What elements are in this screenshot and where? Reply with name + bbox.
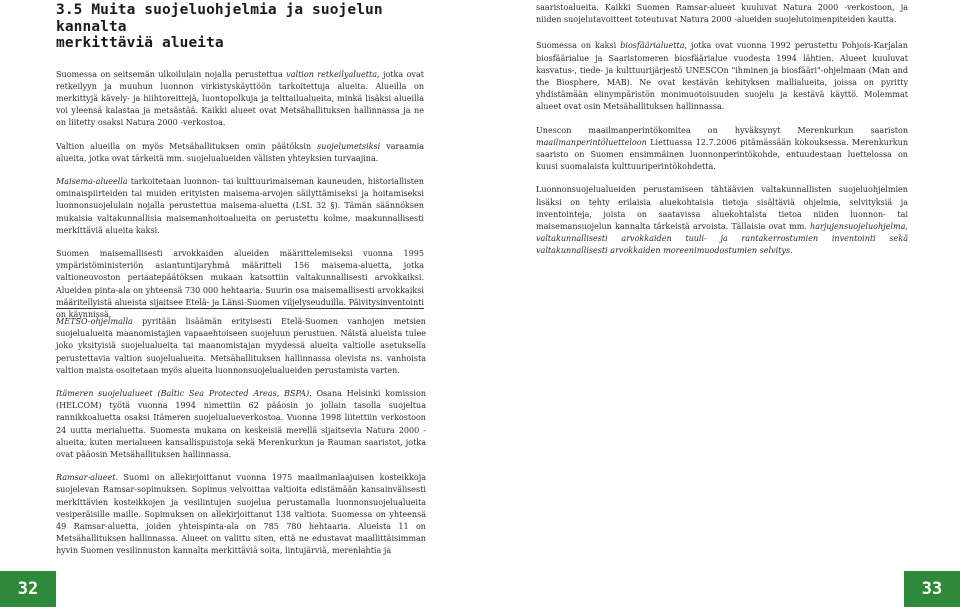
- paragraph-ramsar: Ramsar-alueet. Suomi on allekirjoittanut vuonna 1975 maailmanlaajuisen kosteikkoja suojelevan Ramsar-sopimuksen. Sopimus velvoittaa valtioita edistämään kansainvälisesti merkittävien kosteikkojen ja vesilintujen suojelua perustamalla luonnonsuojelualueita vesiperäisille maille. Sopimuksen on allekirjoittanut 138 valtiota. Suomessa on yhteensä 49 Ramsar-aluetta, joiden yhteispinta-ala on 785 780 hehtaaria. Alueista 11 on Metsähallituksen hallinnassa. Alueet on valittu siten, että ne edustavat maallittäisimman hyvin Suomen vesilinnuston kannalta merkittäviä soita, lintujärviä, merenlahtia ja: [56, 473, 426, 556]
- left-column: [56, 0, 424, 332]
- page-right: [480, 0, 960, 609]
- paragraph-metso: METSO-ohjelmalla pyritään lisäämän erityisesti Etelä-Suomen vanhojen metsien suojelualueita maanomistajien vapaaehtoiseen suojeluun perustuen. Näistä alueista tulee joko yksityisiä suojelualueita tai maanomistajan myydessä alueita valtiolle asetuksella perustettavia valtion suojelualueita. Metsähallituksen hallinnassa olevista ns. vanhoista valtion maista osoitetaan myös alueita luonnonsuojelualueiden perustamista varten.: [56, 317, 426, 375]
- paragraph-biosfaari: Suomessa on kaksi biosfäärialuetta, jotka ovat vuonna 1992 perustettu Pohjois-Karjalan biosfäärialue ja Saaristomeren biosfäärialue vuodesta 1994 lähtien. Alueet kuuluvat kasvatus-, tiede- ja kulttuurijärjestö UNESCOn "ihminen ja biosfääri"-ohjelmaan (Man and the Biosphere, MAB). Ne ovat kestävän kehityksen mallialueita, joissa on pyritty yhdistämään elinympäristön monimuotoisuuden suojelu ja kestävä käyttö. Molemmat alueet ovat osin Metsähallituksen hallinnassa.: [536, 41, 908, 112]
- left-lower-column: [56, 316, 426, 569]
- paragraph-bspa: Itämeren suojelualueet (Baltic Sea Protected Areas, BSPA). Osana Helsinki komission (HELCOM) työtä vuonna 1994 nimettiin 62 pääosin jo jollain tasolla suojeltua rannikkoaluetta osaksi Itämeren suojelualueverkostoa. Vuonna 1998 liitettiin verkostoon 24 uutta merialuetta. Suomesta mukana on keskeisiä merellä sijaitsevia Natura 2000 -alueita, kuten merialueen kansallispuistoja sekä Merenkurkun ja Rauman saaristot, jotka ovat pääosin Metsähallituksen hallinnassa.: [56, 389, 426, 460]
- paragraph-arvokkaat-maisemat: Suomen maisemallisesti arvokkaiden alueiden määrittelemiseksi vuonna 1995 ympäristöministeriön asiantuntijaryhmä määritteli 156 maisema-aluetta, jotka valtioneuvoston periaatepäätöksen mukaan katsottiin valtakunnallisesti arvokkaiksi. Alueiden pinta-ala on yhteensä 730 000 hehtaaria. Suurin osa maisemallisesti arvokkaiksi määritellyistä alueista sijaitsee Etelä- ja Länsi-Suomen viljelyseuduilla. Päivitysinventointi on käynnissä.: [56, 248, 424, 319]
- paragraph-retkeilyalue: Suomessa on seitsemän ulkoilulain nojalla perustettua valtion retkeilyaluetta, jotka ovat retkeilyyn ja muuhun luonnon virkistyskäyttöön tarkoitettuja alueita. Alueilla on merkittyjä kävely- ja hiihtoreittejä, luontopolkuja ja telttailualueita, minkä lisäksi alueilla voi yleensä kalastaa ja metsästää. Kaikki alueet ovat Metsähallituksen hallinnassa ja ne on liitetty osaksi Natura 2000 -verkostoa.: [56, 69, 424, 128]
- paragraph-suojelumetsat: Valtion alueilla on myös Metsähallituksen omin päätöksin suojelumetsiksi varaamia alueita, jotka ovat tärkeitä mm. suojelualueiden välisten yhteyksien turvaajina.: [56, 141, 424, 163]
- paragraph-maisema-alue: Maisema-alueella tarkoitetaan luonnon- tai kulttuurimaiseman kauneuden, historiallisten ominaispiirteiden tai muiden erityisten maisema-arvojen säilyttämiseksi ja hoitamiseksi luonnonsuojelulain nojalla perustettua maisema-aluetta (LSL 32 §). Tämän säännöksen mukaisia valtakunnallisia maisemanhoitoalueita on perustettu kolme, maakunnallisesti merkittäviä alueita kaksi.: [56, 176, 424, 235]
- right-column: [536, 2, 908, 269]
- page-number-right: 33: [904, 571, 960, 607]
- paragraph-maailmanperinto: Unescon maailmanperintökomitea on hyväksynyt Merenkurkun saariston maailmanperintöluetteloon Liettuassa 12.7.2006 pitämässään kokouksessa. Merenkurkun saaristo on Suomen ensimmäinen luonnonperintökohde, entuudestaan luettelossa on kuusi suomalaista kulttuuriperintökohdetta.: [536, 125, 908, 172]
- section-title: 3.5 Muita suojeluohjelmia ja suojelun kannalta merkittäviä alueita: [56, 2, 383, 51]
- paragraph-muut-ohjelmat: Luonnonsuojelualueiden perustamiseen tähtäävien valtakunnallisten suojeluohjelmien lisäksi on tehty erilaisia aluekohtaisia tietoja sisältäviä ohjelmia, selvityksiä ja inventointeja, joista on saatavissa aluekohtaista tietoa niiden luonnon- tai maisemansuojelun kannalta tärkeistä arvoista. Tällaisia ovat mm. harjujensuojeluohjelma, valtakunnallisesti arvokkaiden tuuli- ja rantakerrostumien inventointi sekä valtakunnallisesti arvokkaiden moreenimuodostumien selvitys.: [536, 185, 908, 256]
- page-number-left: 32: [0, 571, 56, 607]
- paragraph-ramsar-cont: saaristoalueita. Kaikki Suomen Ramsar-alueet kuuluvat Natura 2000 -verkostoon, ja niiden suojelutavoitteet toteutuvat Natura 2000 -alueiden suojelutoimenpiteiden kautta.: [536, 3, 908, 25]
- section-divider: [56, 308, 424, 309]
